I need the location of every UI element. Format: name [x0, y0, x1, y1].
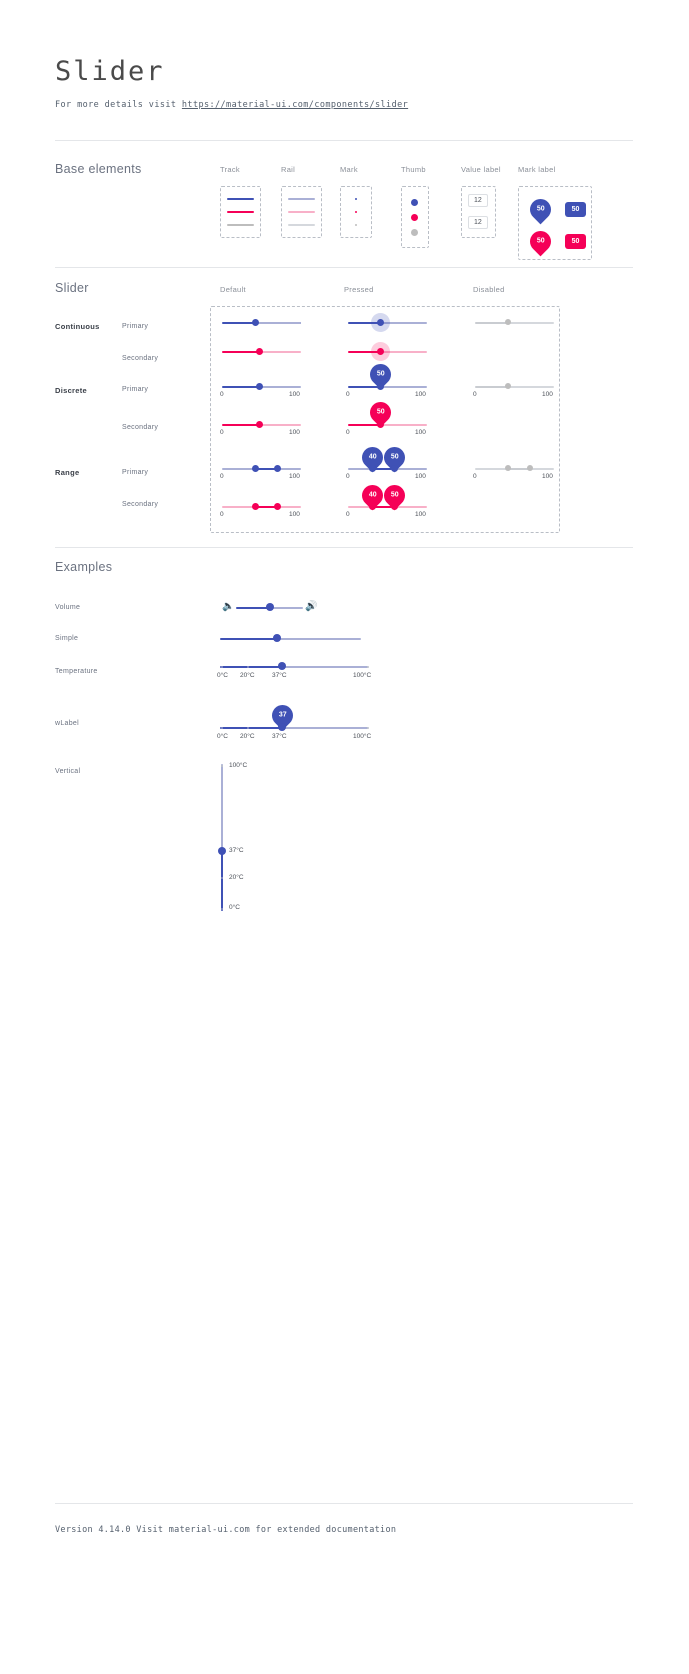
vertical-thumb[interactable]	[218, 847, 226, 855]
example-label-wlabel: wLabel	[55, 720, 79, 727]
simple-track	[220, 638, 277, 640]
vertical-tick-37: 37°C	[229, 847, 244, 854]
example-label-vertical: Vertical	[55, 768, 81, 775]
range-secondary-default-thumb-high[interactable]	[274, 503, 281, 510]
mark-label-text-4: 50	[571, 238, 580, 245]
disc-primary-default-max: 100	[289, 391, 300, 398]
range-primary-default-min: 0	[220, 473, 224, 480]
volume-rail	[273, 607, 303, 609]
column-header-thumb: Thumb	[401, 165, 426, 174]
temperature-tick-0: 0°C	[217, 672, 228, 679]
base-mark-label-box	[518, 186, 592, 260]
slider-matrix-box	[210, 306, 560, 533]
range-secondary-pressed-max: 100	[415, 511, 426, 518]
vertical-mark-100	[221, 765, 223, 767]
wlabel-tick-0: 0°C	[217, 733, 228, 740]
base-track-box	[220, 186, 261, 238]
column-header-value-label: Value label	[461, 165, 501, 174]
temperature-mark-20	[247, 666, 249, 668]
vertical-tick-100: 100°C	[229, 762, 248, 769]
wlabel-mark-20	[247, 727, 249, 729]
range-primary-pressed-max: 100	[415, 473, 426, 480]
temperature-track	[220, 666, 282, 668]
range-primary-default-thumb-low[interactable]	[252, 465, 259, 472]
column-header-default: Default	[220, 285, 246, 294]
row-sub-discrete-primary: Primary	[122, 386, 149, 393]
mark-label-bubble-secondary	[526, 227, 556, 257]
disc-primary-default-track	[222, 386, 259, 388]
vertical-tick-0: 0°C	[229, 904, 240, 911]
disc-primary-disabled-thumb	[505, 383, 511, 389]
temperature-tick-37: 37°C	[272, 672, 287, 679]
disc-secondary-default-track	[222, 424, 259, 426]
divider-slider	[55, 547, 633, 548]
range-primary-disabled-thumb-low	[505, 465, 511, 471]
thumb-disabled	[411, 229, 418, 236]
vertical-rail	[221, 764, 223, 851]
disc-secondary-pressed-max: 100	[415, 429, 426, 436]
range-primary-pressed-rail-left	[348, 468, 370, 470]
wlabel-value: 37	[278, 712, 287, 720]
temperature-tick-100: 100°C	[353, 672, 372, 679]
row-sub-range-secondary: Secondary	[122, 501, 159, 508]
vertical-track	[221, 851, 223, 911]
mark-label-text-2: 50	[571, 206, 580, 213]
range-primary-default-rail-left	[222, 468, 255, 470]
temperature-tick-20: 20°C	[240, 672, 255, 679]
range-primary-pressed-value-high: 50	[390, 454, 399, 462]
vertical-tick-20: 20°C	[229, 874, 244, 881]
disc-secondary-default-thumb[interactable]	[256, 421, 263, 428]
column-header-mark-label: Mark label	[518, 165, 556, 174]
disc-secondary-pressed-min: 0	[346, 429, 350, 436]
mark-disabled	[355, 224, 357, 226]
mark-label-square-primary	[565, 202, 586, 217]
column-header-mark: Mark	[340, 165, 358, 174]
disc-primary-disabled-min: 0	[473, 391, 477, 398]
cont-secondary-pressed-thumb[interactable]	[377, 348, 384, 355]
thumb-primary[interactable]	[411, 199, 418, 206]
disc-secondary-default-min: 0	[220, 429, 224, 436]
section-title-slider: Slider	[55, 281, 89, 295]
mark-label-square-secondary	[565, 234, 586, 249]
rail-disabled	[288, 224, 315, 226]
wlabel-mark-0	[221, 727, 223, 729]
base-thumb-box	[401, 186, 429, 248]
volume-up-icon[interactable]: 🔊	[305, 601, 318, 612]
section-title-base-elements: Base elements	[55, 162, 142, 176]
mark-secondary	[355, 211, 357, 213]
simple-rail	[277, 638, 361, 640]
range-primary-default-thumb-high[interactable]	[274, 465, 281, 472]
footer-text: Version 4.14.0 Visit material-ui.com for extended documentation	[55, 1525, 397, 1535]
value-label-2: 12	[468, 216, 488, 229]
range-secondary-pressed-min: 0	[346, 511, 350, 518]
wlabel-tick-100: 100°C	[353, 733, 372, 740]
temperature-mark-0	[221, 666, 223, 668]
base-rail-box	[281, 186, 322, 238]
wlabel-mark-100	[367, 727, 369, 729]
thumb-secondary[interactable]	[411, 214, 418, 221]
base-value-label-box	[461, 186, 496, 238]
row-header-range: Range	[55, 468, 80, 477]
wlabel-rail	[282, 727, 368, 729]
track-disabled	[227, 224, 254, 226]
vertical-mark-20	[221, 877, 223, 879]
disc-primary-pressed-value: 50	[376, 371, 385, 379]
range-secondary-pressed-thumb-high[interactable]	[391, 503, 398, 510]
disc-secondary-pressed-thumb[interactable]	[377, 421, 384, 428]
divider-footer	[55, 1503, 633, 1504]
temperature-mark-100	[367, 666, 369, 668]
range-secondary-default-max: 100	[289, 511, 300, 518]
column-header-pressed: Pressed	[344, 285, 374, 294]
docs-link[interactable]: https://material-ui.com/components/slider	[181, 100, 409, 110]
page-subtitle	[55, 100, 408, 110]
example-label-temperature: Temperature	[55, 668, 98, 675]
wlabel-tick-37: 37°C	[272, 733, 287, 740]
base-mark-box	[340, 186, 372, 238]
range-secondary-pressed-value-high: 50	[390, 492, 399, 500]
vertical-mark-0	[221, 908, 223, 910]
disc-primary-disabled-track	[475, 386, 508, 388]
disc-primary-default-thumb[interactable]	[256, 383, 263, 390]
range-secondary-pressed-rail-left	[348, 506, 370, 508]
temperature-thumb[interactable]	[278, 662, 286, 670]
divider-base	[55, 267, 633, 268]
cont-primary-default-rail-right	[255, 322, 301, 324]
range-secondary-pressed-value-low: 40	[368, 492, 377, 500]
cont-primary-disabled-rail	[508, 322, 554, 324]
disc-primary-default-rail	[259, 386, 301, 388]
subtitle-text: For more details visit	[55, 100, 182, 110]
range-secondary-default-min: 0	[220, 511, 224, 518]
row-sub-continuous-secondary: Secondary	[122, 355, 159, 362]
divider-top	[55, 140, 633, 141]
disc-primary-pressed-thumb[interactable]	[377, 383, 384, 390]
volume-down-icon[interactable]: 🔈	[222, 601, 235, 612]
wlabel-track	[220, 727, 282, 729]
track-secondary	[227, 211, 254, 213]
range-secondary-default-thumb-low[interactable]	[252, 503, 259, 510]
disc-primary-pressed-max: 100	[415, 391, 426, 398]
range-secondary-default-rail-left	[222, 506, 255, 508]
wlabel-tick-20: 20°C	[240, 733, 255, 740]
page-title: Slider	[55, 56, 165, 87]
row-sub-range-primary: Primary	[122, 469, 149, 476]
range-primary-pressed-min: 0	[346, 473, 350, 480]
range-primary-pressed-thumb-low[interactable]	[369, 465, 376, 472]
mark-label-text-3: 50	[536, 238, 545, 246]
rail-primary	[288, 198, 315, 200]
disc-secondary-default-rail	[259, 424, 301, 426]
cont-secondary-default-thumb[interactable]	[256, 348, 263, 355]
range-primary-disabled-rail-right	[530, 468, 554, 470]
cont-primary-pressed-thumb[interactable]	[377, 319, 384, 326]
disc-primary-pressed-min: 0	[346, 391, 350, 398]
row-header-continuous: Continuous	[55, 322, 100, 331]
column-header-disabled: Disabled	[473, 285, 505, 294]
range-primary-disabled-min: 0	[473, 473, 477, 480]
disc-primary-disabled-max: 100	[542, 391, 553, 398]
track-primary	[227, 198, 254, 200]
mark-label-bubble-primary	[526, 195, 556, 225]
range-primary-pressed-value-low: 40	[368, 454, 377, 462]
column-header-rail: Rail	[281, 165, 296, 174]
mark-label-text-1: 50	[536, 206, 545, 214]
disc-primary-pressed-rail	[381, 386, 427, 388]
cont-primary-default-thumb[interactable]	[252, 319, 259, 326]
range-primary-disabled-max: 100	[542, 473, 553, 480]
rail-secondary	[288, 211, 315, 213]
cont-secondary-default-track	[222, 351, 259, 353]
section-title-examples: Examples	[55, 560, 113, 574]
cont-primary-disabled-thumb	[505, 319, 511, 325]
volume-thumb[interactable]	[266, 603, 274, 611]
disc-primary-disabled-rail	[508, 386, 554, 388]
range-primary-disabled-thumb-high	[527, 465, 533, 471]
example-label-volume: Volume	[55, 604, 81, 611]
range-primary-pressed-thumb-high[interactable]	[391, 465, 398, 472]
disc-secondary-pressed-rail	[381, 424, 427, 426]
disc-primary-default-min: 0	[220, 391, 224, 398]
row-sub-discrete-secondary: Secondary	[122, 424, 159, 431]
example-label-simple: Simple	[55, 635, 79, 642]
cont-primary-disabled-track	[475, 322, 508, 324]
value-label-1: 12	[468, 194, 488, 207]
mark-primary	[355, 198, 357, 200]
range-primary-disabled-rail-left	[475, 468, 508, 470]
cont-secondary-default-rail	[259, 351, 301, 353]
column-header-track: Track	[220, 165, 240, 174]
disc-secondary-pressed-value: 50	[376, 409, 385, 417]
simple-thumb[interactable]	[273, 634, 281, 642]
wlabel-thumb[interactable]	[278, 723, 286, 731]
row-sub-continuous-primary: Primary	[122, 323, 149, 330]
range-secondary-pressed-thumb-low[interactable]	[369, 503, 376, 510]
row-header-discrete: Discrete	[55, 386, 88, 395]
disc-secondary-default-max: 100	[289, 429, 300, 436]
range-primary-default-max: 100	[289, 473, 300, 480]
temperature-rail	[282, 666, 368, 668]
